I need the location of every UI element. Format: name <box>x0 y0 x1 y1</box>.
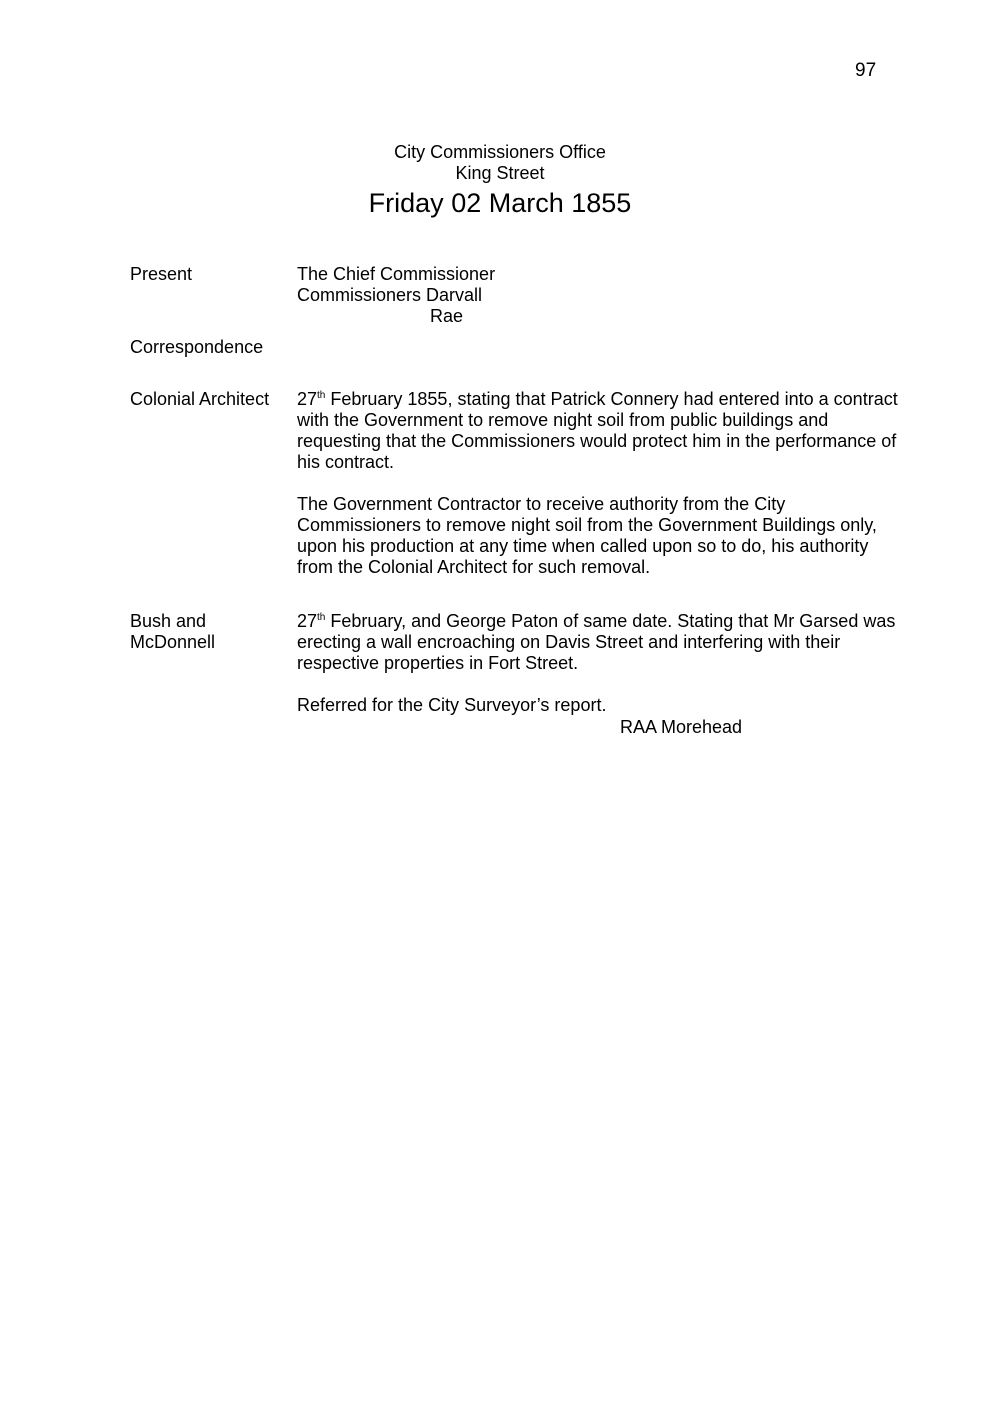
signature: RAA Morehead <box>620 717 743 737</box>
bush-mcdonnell-letter <box>297 611 907 674</box>
bush-mcdonnell-resolution: Referred for the City Surveyor’s report. <box>297 695 607 715</box>
letter-day: 27 <box>297 389 318 409</box>
present-member: The Chief Commissioner <box>297 264 496 284</box>
colonial-architect-label: Colonial Architect <box>130 389 270 409</box>
colonial-architect-letter <box>297 389 907 473</box>
bush-mcdonnell-label <box>130 611 215 653</box>
bush-mcdonnell-label-line: Bush and <box>130 611 207 631</box>
bush-mcdonnell-entry <box>297 611 907 716</box>
minutes-header <box>0 142 1000 221</box>
letter-day: 27 <box>297 611 318 631</box>
present-member: Commissioners Darvall <box>297 285 483 305</box>
page-number: 97 <box>855 60 877 81</box>
letter-text: February 1855, stating that Patrick Connery had entered into a contract with the Government to remove night soil from public buildings and requesting that the Commissioners would protect him in the performance of his contract. <box>297 389 898 472</box>
present-member: Rae <box>430 306 464 326</box>
letter-text: February, and George Paton of same date. Stating that Mr Garsed was erecting a wall encroaching on Davis Street and interfering with their respective properties in Fort Street. <box>297 611 896 673</box>
office-name: City Commissioners Office <box>394 142 606 162</box>
office-street: King Street <box>455 163 545 183</box>
present-label: Present <box>130 264 193 284</box>
present-members <box>297 264 907 327</box>
colonial-architect-entry <box>297 389 907 578</box>
day-suffix: th <box>317 612 326 623</box>
bush-mcdonnell-label-line: McDonnell <box>130 632 216 652</box>
correspondence-label: Correspondence <box>130 337 264 357</box>
meeting-date: Friday 02 March 1855 <box>368 188 632 218</box>
colonial-architect-resolution: The Government Contractor to receive authority from the City Commissioners to remove night soil from the Government Buildings only, upon his production at any time when called upon so to do, his authority from the Colonial Architect for such removal. <box>297 494 877 577</box>
day-suffix: th <box>317 390 326 401</box>
